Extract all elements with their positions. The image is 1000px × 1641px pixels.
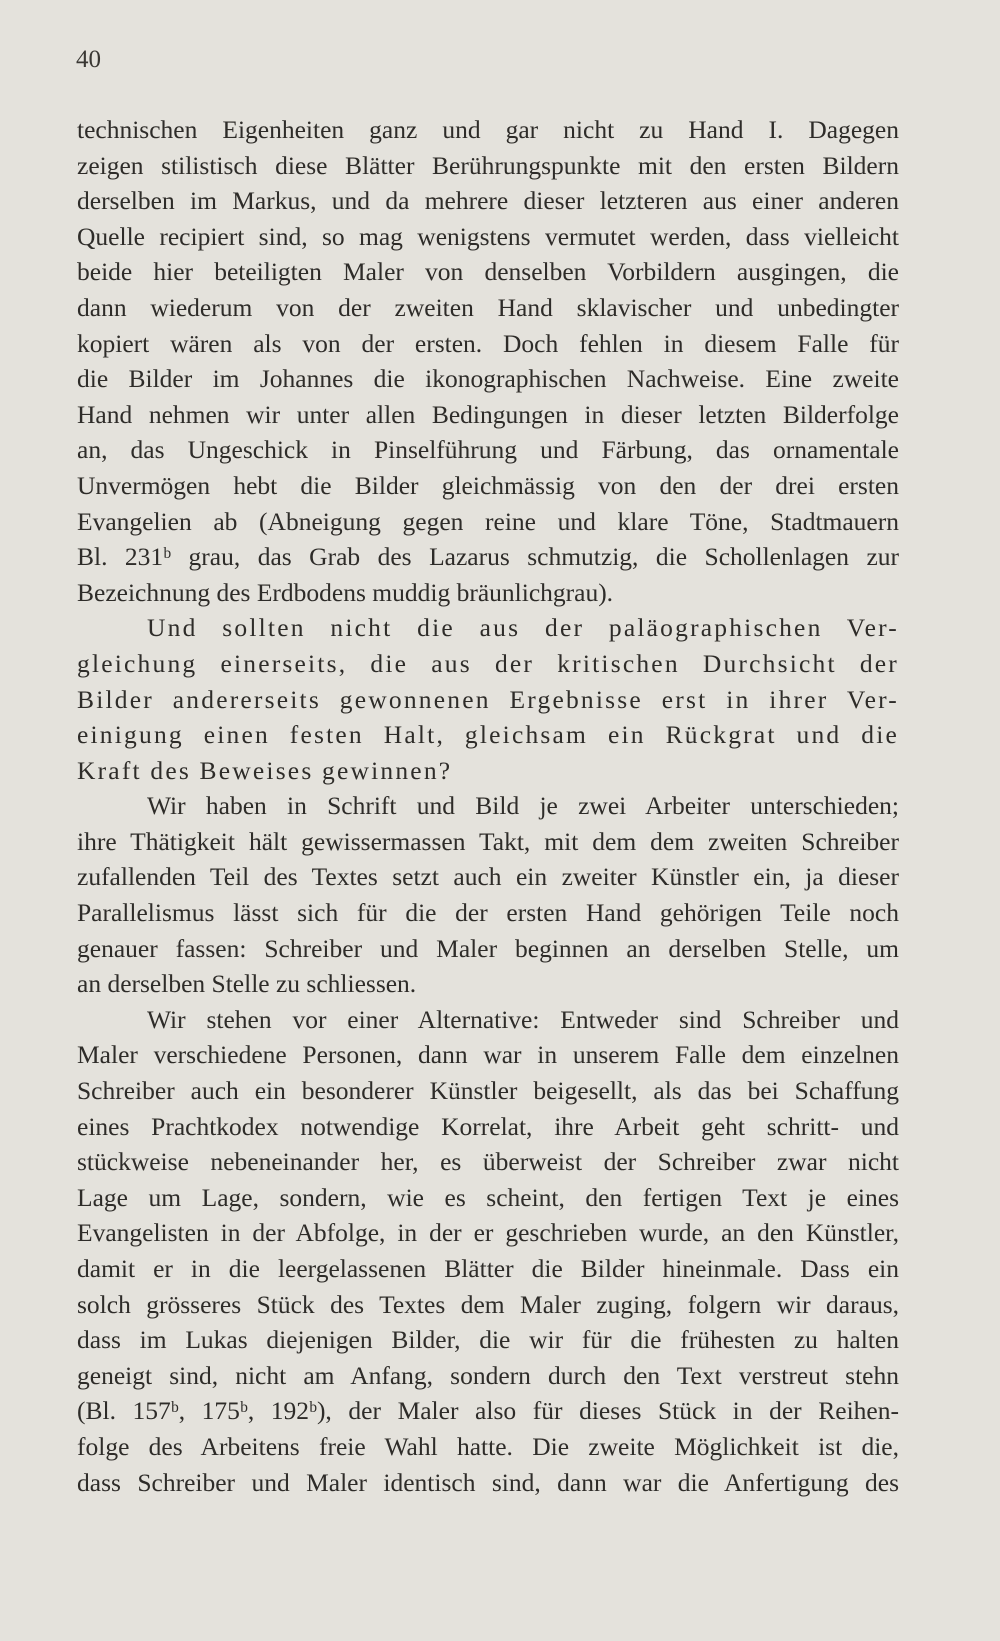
text-line: genauer fassen: Schreiber und Maler beginnen an derselben Stelle, um <box>77 933 899 963</box>
text-line: damit er in die leergelassenen Blätter die Bilder hineinmale. Dass ein <box>77 1254 899 1283</box>
text-line: Unvermögen hebt die Bilder gleichmässig von den der drei ersten <box>77 470 899 500</box>
text-line: Parallelismus lässt sich für die der ersten Hand gehörigen Teile noch <box>77 898 899 928</box>
text-line: Schreiber auch ein besonderer Künstler beigesellt, als das bei Schaffung <box>77 1076 899 1106</box>
text-line: solch grösseres Stück des Textes dem Maler zuging, folgern wir daraus, <box>77 1289 899 1319</box>
text-line: Und sollten nicht die aus der paläographischen Ver- <box>147 613 899 643</box>
paragraph-4 <box>77 1002 899 1500</box>
text-line: dann wiederum von der zweiten Hand sklavischer und unbedingter <box>77 292 899 322</box>
paragraph-3 <box>77 788 899 1002</box>
text-line: Maler verschiedene Personen, dann war in unserem Falle dem einzelnen <box>77 1040 899 1070</box>
text-line: derselben im Markus, und da mehrere dieser letzteren aus einer anderen <box>77 186 899 216</box>
text-line: Evangelisten in der Abfolge, in der er geschrieben wurde, an den Künstler, <box>77 1218 899 1248</box>
text-line: an, das Ungeschick in Pinselführung und Färbung, das ornamentale <box>77 435 899 465</box>
paragraph-1 <box>77 112 899 610</box>
text-line: Evangelien ab (Abneigung gegen reine und klare Töne, Stadtmauern <box>77 506 899 536</box>
text-line: dass im Lukas diejenigen Bilder, die wir für die frühesten zu halten <box>77 1325 899 1355</box>
text-line: geneigt sind, nicht am Anfang, sondern durch den Text verstreut stehn <box>77 1360 899 1390</box>
text-line: einigung einen festen Halt, gleichsam ein Rückgrat und die <box>77 720 899 750</box>
text-line: beide hier beteiligten Maler von denselben Vorbildern ausgingen, die <box>77 257 899 287</box>
text-line: Wir haben in Schrift und Bild je zwei Arbeiter unterschieden; <box>147 791 899 821</box>
body-text <box>77 112 899 1500</box>
text-line: folge des Arbeitens freie Wahl hatte. Die zweite Möglichkeit ist die, <box>77 1431 899 1461</box>
text-line: zeigen stilistisch diese Blätter Berührungspunkte mit den ersten Bildern <box>77 150 899 180</box>
text-line: die Bilder im Johannes die ikonographischen Nachweise. Eine zweite <box>77 364 899 394</box>
page-number: 40 <box>76 46 101 73</box>
paragraph-2 <box>77 610 899 788</box>
text-line: an derselben Stelle zu schliessen. <box>77 969 417 999</box>
text-line: Wir stehen vor einer Alternative: Entweder sind Schreiber und <box>147 1004 899 1034</box>
text-line: Hand nehmen wir unter allen Bedingungen in dieser letzten Bilderfolge <box>77 399 899 429</box>
text-line: Bezeichnung des Erdbodens muddig bräunlichgrau). <box>77 577 614 607</box>
text-line: kopiert wären als von der ersten. Doch fehlen in diesem Falle für <box>77 328 899 358</box>
text-line: ihre Thätigkeit hält gewissermassen Takt, mit dem dem zweiten Schreiber <box>77 826 899 856</box>
text-line: zufallenden Teil des Textes setzt auch ein zweiter Künstler ein, ja dieser <box>77 862 899 892</box>
text-line: eines Prachtkodex notwendige Korrelat, ihre Arbeit geht schritt- und <box>77 1111 899 1141</box>
text-line: stückweise nebeneinander her, es überweist der Schreiber zwar nicht <box>77 1147 899 1177</box>
text-line: Bl. 231ᵇ grau, das Grab des Lazarus schmutzig, die Schollenlagen zur <box>77 542 899 572</box>
text-line: Bilder andererseits gewonnenen Ergebnisse erst in ihrer Ver- <box>77 684 899 714</box>
text-line: Kraft des Beweises gewinnen? <box>77 755 453 785</box>
text-line: gleichung einerseits, die aus der kritischen Durchsicht der <box>77 648 899 678</box>
text-line: Quelle recipiert sind, so mag wenigstens vermutet werden, dass vielleicht <box>77 221 899 251</box>
text-line: (Bl. 157ᵇ, 175ᵇ, 192ᵇ), der Maler also für dieses Stück in der Reihen- <box>77 1396 899 1426</box>
text-line: dass Schreiber und Maler identisch sind, dann war die Anfertigung des <box>77 1467 899 1497</box>
text-line: Lage um Lage, sondern, wie es scheint, den fertigen Text je eines <box>77 1182 899 1212</box>
text-line: technischen Eigenheiten ganz und gar nicht zu Hand I. Dagegen <box>77 115 899 144</box>
